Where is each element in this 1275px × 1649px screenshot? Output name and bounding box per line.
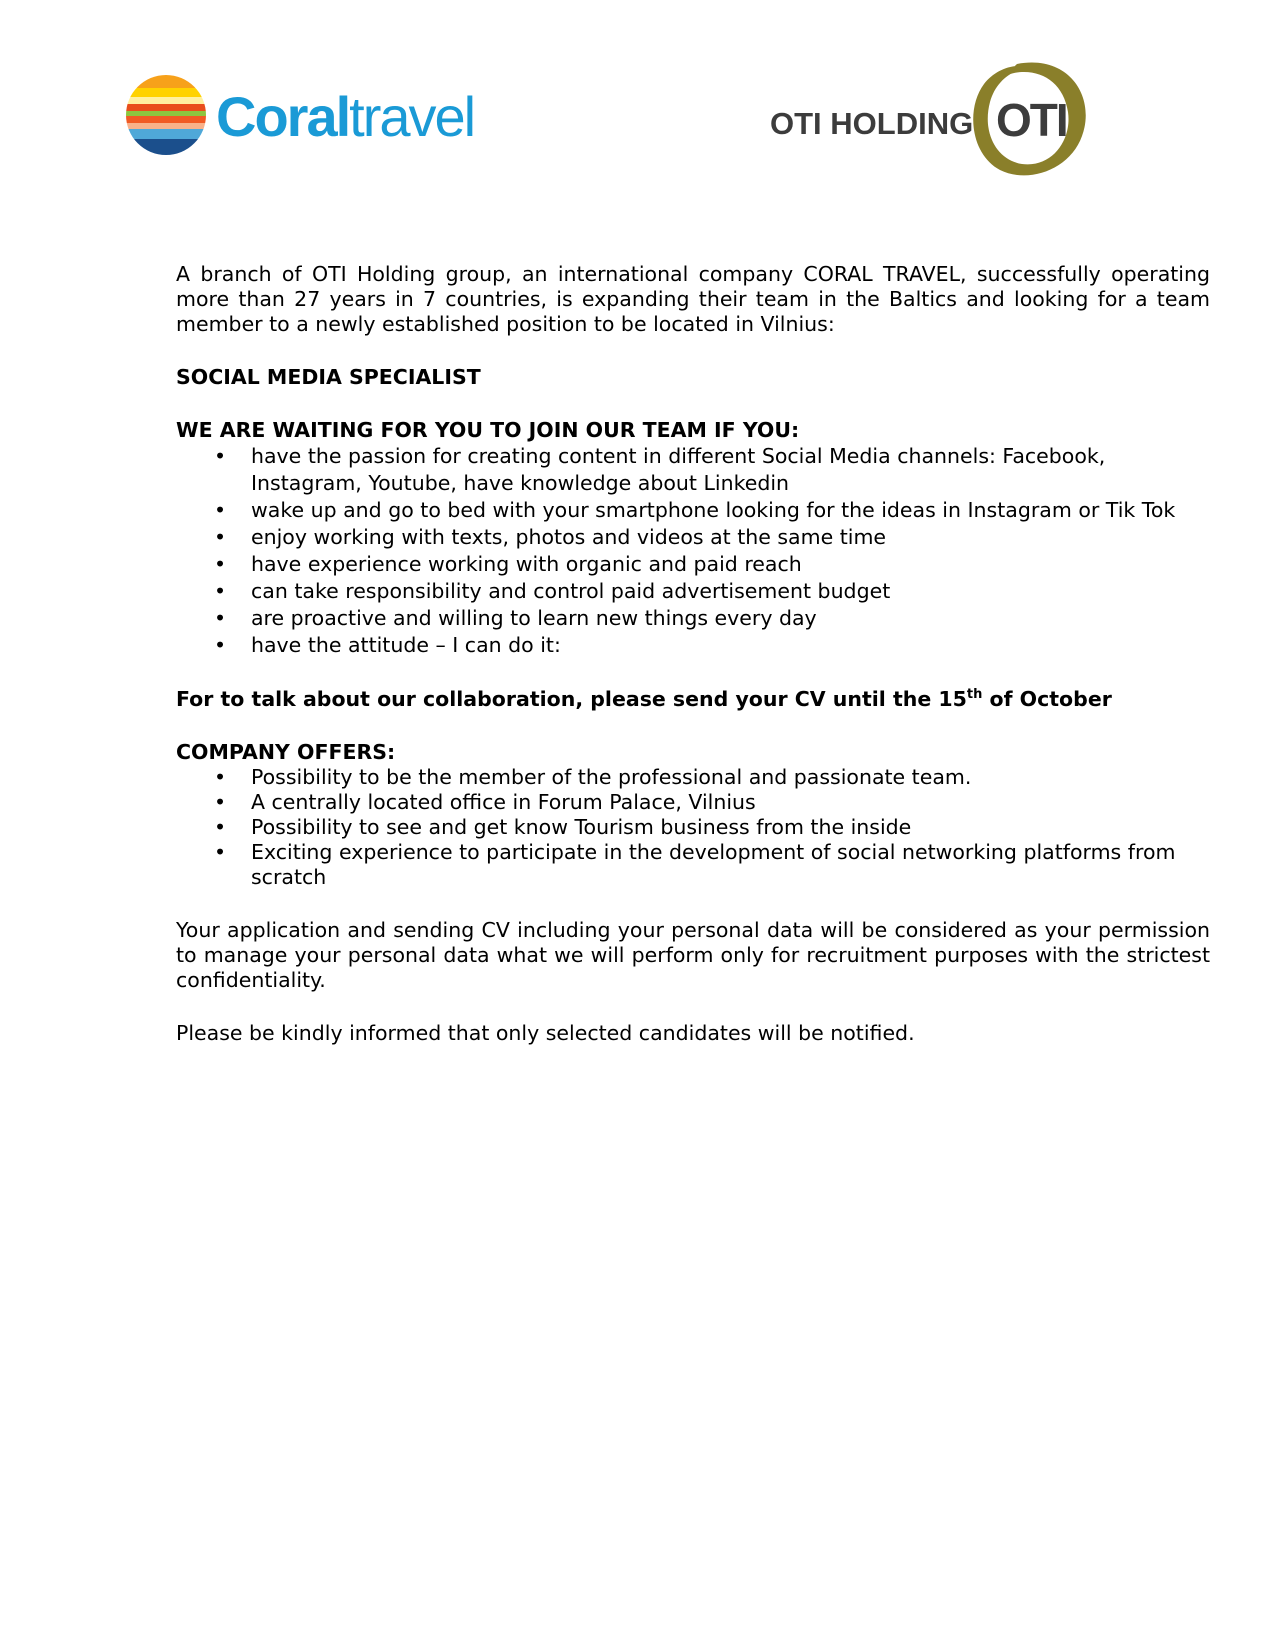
- closing-paragraph: Please be kindly informed that only selected candidates will be notified.: [176, 1021, 915, 1045]
- requirement-text: enjoy working with texts, photos and videos at the same time: [251, 525, 887, 549]
- intro-paragraph: A branch of OTI Holding group, an international company CORAL TRAVEL, successfully operating more than 27 years in 7 countries, is expanding their team in the Baltics and looking for a team member to a newly established position to be located in Vilnius:: [176, 262, 1210, 336]
- list-item: [176, 578, 1210, 605]
- coral-travel-logo: [126, 74, 526, 164]
- list-item: [176, 790, 1210, 815]
- oti-mark-text: OTI: [996, 94, 1067, 146]
- offer-text: Possibility to be the member of the professional and passionate team.: [251, 765, 972, 789]
- bullet-icon: •: [213, 633, 227, 657]
- list-item: [176, 551, 1210, 578]
- requirement-text: wake up and go to bed with your smartphone looking for the ideas in Instagram or Tik Tok: [251, 498, 1176, 522]
- offers-list: [176, 765, 1210, 890]
- requirements-heading: WE ARE WAITING FOR YOU TO JOIN OUR TEAM IF YOU:: [176, 418, 800, 442]
- list-item: [176, 815, 1210, 840]
- requirement-text: can take responsibility and control paid advertisement budget: [251, 579, 891, 603]
- bullet-icon: •: [213, 579, 227, 603]
- offer-text: Possibility to see and get know Tourism business from the inside: [251, 815, 912, 839]
- offers-heading: COMPANY OFFERS:: [176, 740, 396, 764]
- coral-brand-main: Coral: [216, 85, 350, 148]
- list-item: [176, 605, 1210, 632]
- privacy-paragraph: Your application and sending CV including your personal data will be considered as your permission to manage your personal data what we will perform only for recruitment purposes with the strictest confidentiality.: [176, 918, 1210, 992]
- bullet-icon: •: [213, 525, 227, 549]
- bullet-icon: •: [213, 552, 227, 576]
- bullet-icon: •: [213, 498, 227, 522]
- list-item: [176, 840, 1210, 890]
- requirements-list: [176, 443, 1210, 659]
- list-item: [176, 765, 1210, 790]
- list-item: [176, 497, 1210, 524]
- bullet-icon: •: [213, 815, 227, 839]
- offer-text: Exciting experience to participate in the development of social networking platforms from scratch: [251, 840, 1176, 889]
- requirement-text: have experience working with organic and paid reach: [251, 552, 802, 576]
- position-title: SOCIAL MEDIA SPECIALIST: [176, 365, 481, 389]
- offer-text: A centrally located office in Forum Palace, Vilnius: [251, 790, 756, 814]
- requirement-text: have the attitude – I can do it:: [251, 633, 561, 657]
- oti-holding-text: OTI HOLDING: [770, 106, 974, 141]
- oti-holding-logo: [770, 58, 1120, 188]
- cta-text-after: of October: [982, 687, 1112, 711]
- cta-superscript: th: [966, 687, 983, 702]
- bullet-icon: •: [213, 790, 227, 814]
- bullet-icon: •: [213, 444, 227, 468]
- document-body: [176, 262, 1210, 1046]
- bullet-icon: •: [213, 606, 227, 630]
- list-item: [176, 632, 1210, 659]
- cta-text-before: For to talk about our collaboration, please send your CV until the 15: [176, 687, 967, 711]
- requirement-text: are proactive and willing to learn new things every day: [251, 606, 817, 630]
- list-item: [176, 524, 1210, 551]
- coral-sphere-icon: [126, 74, 206, 155]
- coral-brand-secondary: travel: [349, 85, 475, 148]
- bullet-icon: •: [213, 765, 227, 789]
- svg-text:Coraltravel: [216, 85, 474, 148]
- requirement-text: have the passion for creating content in different Social Media channels: Facebook, Instagram, Youtube, have knowledge about Linkedin: [251, 444, 1106, 495]
- cv-deadline-callout: [176, 687, 1210, 712]
- bullet-icon: •: [213, 840, 227, 864]
- list-item: [176, 443, 1210, 497]
